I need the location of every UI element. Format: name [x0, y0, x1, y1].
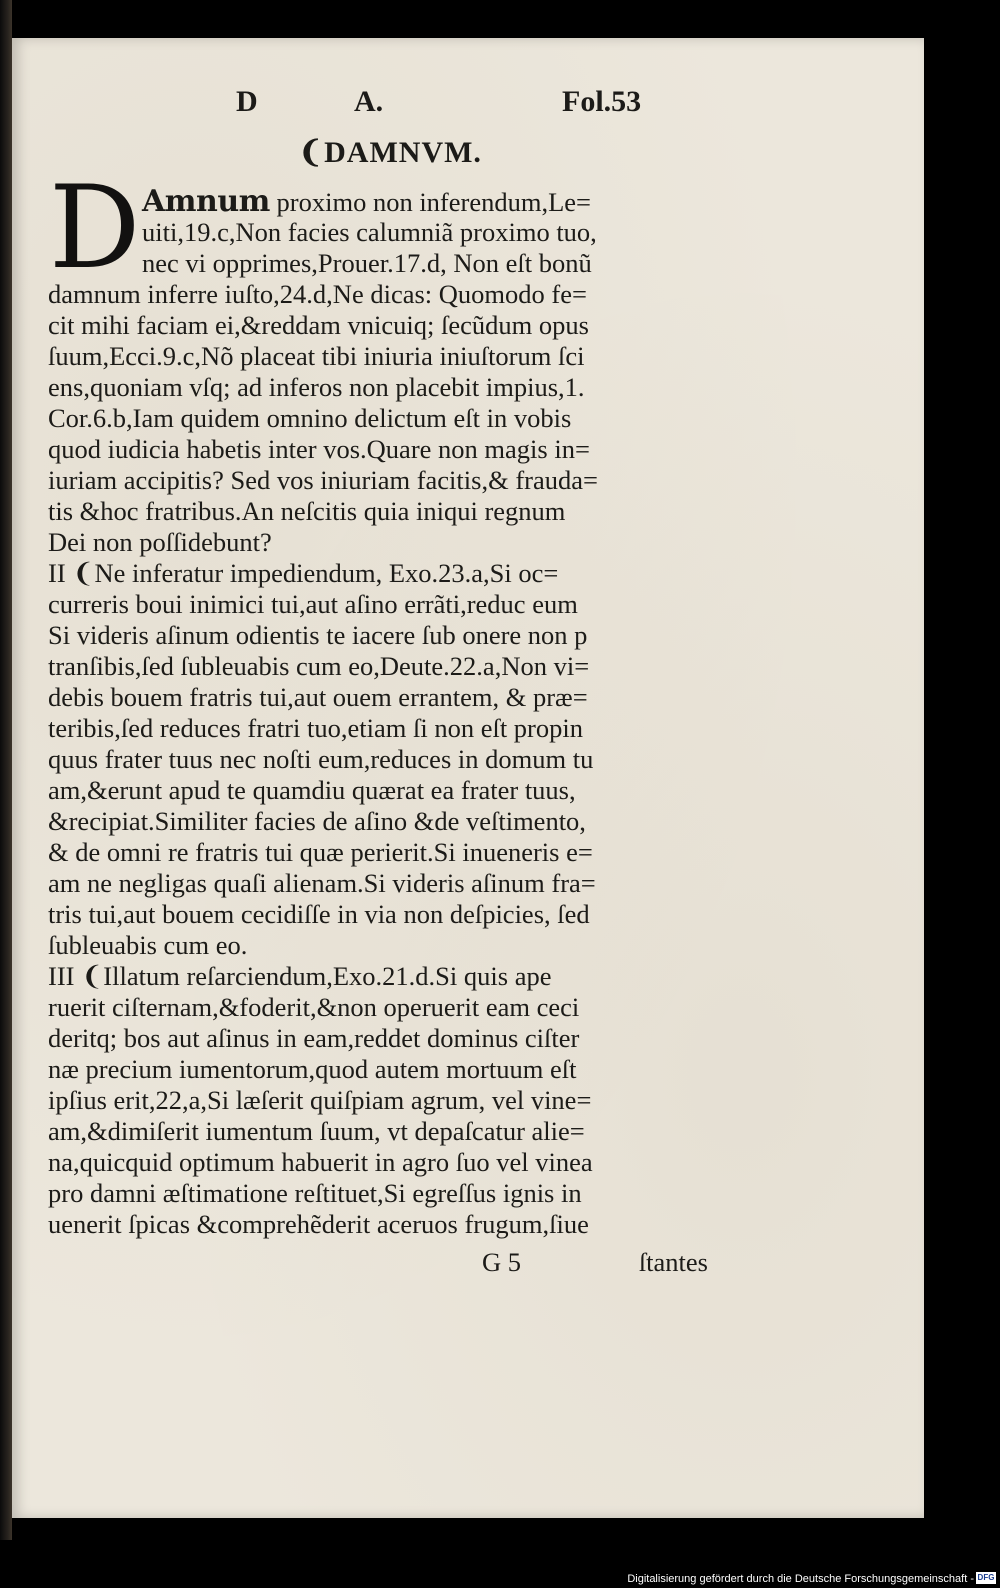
text-line: cit mihi faciam ei,&reddam vnicuiq; ſecũdum opus: [48, 310, 589, 340]
catchword: ſtantes: [638, 1247, 708, 1277]
running-head: [236, 85, 656, 125]
text-line: tis &hoc fratribus.An neſcitis quia iniqui regnum: [48, 496, 566, 526]
text-line: pro damni æſtimatione reſtituet,Si egreſſus ignis in: [48, 1178, 582, 1208]
text-line: am ne negligas quaſi alienam.Si videris aſinum fra=: [48, 868, 596, 898]
text-line: na,quicquid optimum habuerit in agro ſuo vel vinea: [48, 1147, 593, 1177]
text-line: tris tui,aut bouem cecidiſſe in via non deſpicies, ſed: [48, 899, 590, 929]
text-line: curreris boui inimici tui,aut aſino errãti,reduc eum: [48, 589, 578, 619]
text-line: &recipiat.Similiter facies de aſino &de veſtimento,: [48, 806, 586, 836]
funding-credit: Digitalisierung gefördert durch die Deutsche Forschungsgemeinschaft -: [627, 1573, 974, 1585]
text-line: damnum inferre iuſto,24.d,Ne dicas: Quomodo fe=: [48, 279, 587, 309]
folio-number: Fol.53: [562, 85, 642, 118]
text-line: quod iudicia habetis inter vos.Quare non magis in=: [48, 434, 590, 464]
running-head-letter: D: [236, 85, 258, 118]
text-line: ſubleuabis cum eo.: [48, 930, 248, 960]
text-line: am,&erunt apud te quamdiu quærat ea frater tuus,: [48, 775, 576, 805]
text-line: tranſibis,ſed ſubleuabis cum eo,Deute.22.a,Non vi=: [48, 651, 590, 681]
text-line: teribis,ſed reduces fratri tuo,etiam ſi non eſt propin: [48, 713, 583, 743]
signature-mark: G 5: [482, 1247, 522, 1277]
text-line: am,&dimiſerit iumentum ſuum, vt depaſcatur alie=: [48, 1116, 585, 1146]
text-line: iuriam accipitis? Sed vos iniuriam facitis,& frauda=: [48, 465, 598, 495]
text-line: deritq; bos aut aſinus in eam,reddet dominus ciſter: [48, 1023, 580, 1053]
dfg-logo: DFG: [977, 1573, 995, 1582]
text-line: ſuum,Ecci.9.c,Nõ placeat tibi iniuria iniuſtorum ſci: [48, 341, 585, 371]
section-title: ❨DAMNVM.: [298, 136, 482, 169]
text-line: Si videris aſinum odientis te iacere ſub onere non p: [48, 620, 588, 650]
text-line: ipſius erit,22,a,Si læſerit quiſpiam agrum, vel vine=: [48, 1085, 592, 1115]
catchwords: [48, 1247, 708, 1279]
text-line: debis bouem fratris tui,aut ouem errantem, & præ=: [48, 682, 588, 712]
section-ii-heading-line: II ❨Ne inferatur impediendum, Exo.23.a,Si oc=: [48, 558, 559, 588]
text-line: uenerit ſpicas &comprehẽderit aceruos frugum,ſiue: [48, 1209, 589, 1239]
running-head-letter-a: A.: [354, 85, 384, 118]
section-iii-heading-line: III ❨Illatum reſarciendum,Exo.21.d.Si quis ape: [48, 961, 552, 991]
text-line: Dei non poſſidebunt?: [48, 527, 272, 557]
text-line: ens,quoniam vſq; ad inferos non placebit impius,1.: [48, 372, 585, 402]
text-line: Cor.6.b,Iam quidem omnino delictum eſt in vobis: [48, 403, 572, 433]
text-line: quus frater tuus nec noſti eum,reduces in domum tu: [48, 744, 594, 774]
text-line: uiti,19.c,Non facies calumniã proximo tuo,: [142, 217, 597, 247]
text-line: & de omni re fratris tui quæ perierit.Si inueneris e=: [48, 837, 593, 867]
text-line: Amnum proximo non inferendum,Le=: [142, 186, 591, 217]
text-line: næ precium iumentorum,quod autem mortuum eſt: [48, 1054, 577, 1084]
body-text: [48, 186, 708, 1240]
first-word: Amnum: [142, 186, 270, 217]
book-spine: [0, 0, 12, 1540]
text-line: nec vi opprimes,Prouer.17.d, Non eſt bonũ: [142, 248, 592, 278]
text-line: ruerit ciſternam,&foderit,&non operuerit eam ceci: [48, 992, 580, 1022]
decorated-initial: D: [49, 161, 141, 294]
